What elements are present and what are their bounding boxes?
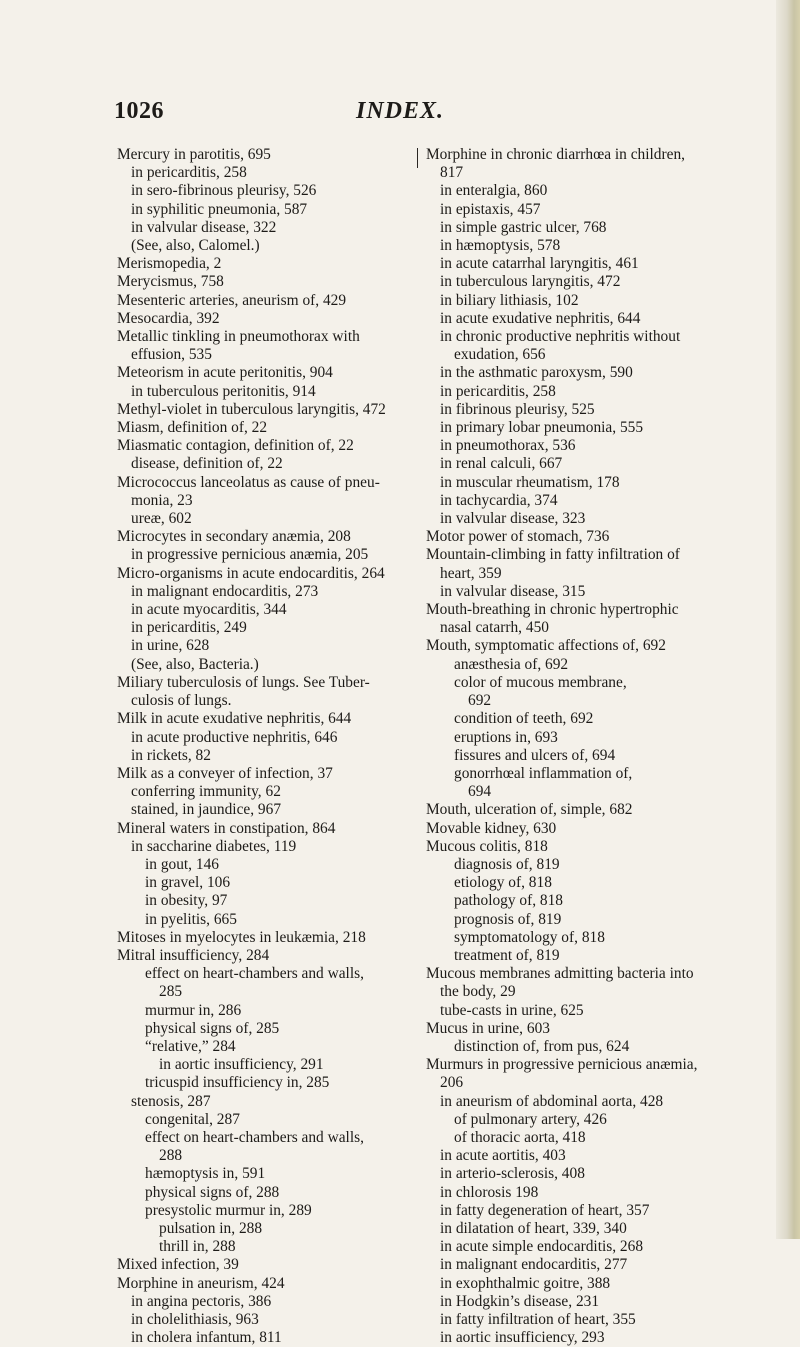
index-entry: in pericarditis, 258 [440,382,556,400]
index-entry: effect on heart-chambers and walls, [145,965,364,983]
index-entry: in angina pectoris, 386 [131,1292,272,1310]
index-entry: pulsation in, 288 [159,1219,263,1237]
index-entry: Meteorism in acute peritonitis, 904 [117,364,333,382]
index-entry: culosis of lungs. [131,692,232,710]
index-entry: in acute exudative nephritis, 644 [440,309,641,327]
index-entry: effect on heart-chambers and walls, [145,1128,364,1146]
column-rule [417,148,418,168]
index-entry: symptomatology of, 818 [454,928,605,946]
index-entry: stained, in jaundice, 967 [131,801,282,819]
index-entry: in urine, 628 [131,637,210,655]
index-entry: stenosis, 287 [131,1092,211,1110]
index-entry: in Hodgkin’s disease, 231 [440,1292,600,1310]
index-entry: Metallic tinkling in pneumothorax with [117,328,360,346]
index-entry: Mineral waters in constipation, 864 [117,819,336,837]
index-entry: Mouth, ulceration of, simple, 682 [426,801,633,819]
index-entry: in acute productive nephritis, 646 [131,728,338,746]
index-entry: in gravel, 106 [145,874,231,892]
index-entry: congenital, 287 [145,1110,240,1128]
index-entry: in hæmoptysis, 578 [440,237,561,255]
index-entry: physical signs of, 288 [145,1183,280,1201]
index-entry: in pericarditis, 258 [131,164,247,182]
index-entry: in cholera infantum, 811 [131,1329,282,1347]
index-entry: in fatty degeneration of heart, 357 [440,1201,650,1219]
index-entry: in acute catarrhal laryngitis, 461 [440,255,639,273]
index-entry: in fatty infiltration of heart, 355 [440,1311,636,1328]
index-entry: in renal calculi, 667 [440,455,563,473]
index-entry: Mucous colitis, 818 [426,837,548,855]
index-entry: Milk as a conveyer of infection, 37 [117,764,333,782]
index-entry: Mucus in urine, 603 [426,1019,550,1037]
index-entry: in aortic insufficiency, 291 [159,1056,324,1074]
index-entry: 694 [468,783,492,801]
index-entry: in exophthalmic goitre, 388 [440,1274,611,1292]
index-entry: exudation, 656 [454,346,546,364]
index-entry: in epistaxis, 457 [440,200,541,218]
index-entry: monia, 23 [131,491,193,509]
index-entry: tricuspid insufficiency in, 285 [145,1074,330,1092]
index-entry: Motor power of stomach, 736 [426,528,610,546]
index-entry: in tuberculous laryngitis, 472 [440,273,621,291]
index-entry: Mesenteric arteries, aneurism of, 429 [117,291,347,309]
index-entry: in aneurism of abdominal aorta, 428 [440,1092,664,1110]
index-entry: Mixed infection, 39 [117,1256,239,1274]
right-index-column [426,146,726,1347]
index-entry: Murmurs in progressive pernicious anæmia, [426,1056,698,1074]
index-entry: Mitoses in myelocytes in leukæmia, 218 [117,928,366,946]
index-entry: in tachycardia, 374 [440,491,558,509]
index-entry: Merismopedia, 2 [117,255,222,273]
index-entry: Miliary tuberculosis of lungs. See Tuber- [117,673,370,691]
index-entry: in pericarditis, 249 [131,619,247,637]
index-entry: 692 [468,692,492,710]
index-entry: etiology of, 818 [454,874,552,892]
index-entry: Mesocardia, 392 [117,309,220,327]
index-entry: physical signs of, 285 [145,1019,280,1037]
index-entry: in valvular disease, 322 [131,218,277,236]
index-entry: effusion, 535 [131,346,212,364]
index-entry: Morphine in chronic diarrhœa in children, [426,146,685,163]
index-entry: Microcytes in secondary anæmia, 208 [117,528,351,546]
index-entry: in aortic insufficiency, 293 [440,1329,605,1347]
index-entry: fissures and ulcers of, 694 [454,746,616,764]
index-entry: conferring immunity, 62 [131,783,281,801]
index-entry: Miasm, definition of, 22 [117,419,268,437]
index-entry: Mouth, symptomatic affections of, 692 [426,637,666,655]
page-header [0,98,800,128]
index-entry: Morphine in aneurism, 424 [117,1274,285,1292]
index-entry: thrill in, 288 [159,1238,236,1256]
index-entry: distinction of, from pus, 624 [454,1037,630,1055]
index-entry: in tuberculous peritonitis, 914 [131,382,316,400]
index-entry: pathology of, 818 [454,892,564,910]
index-entry: hæmoptysis in, 591 [145,1165,266,1183]
index-entry: disease, definition of, 22 [131,455,283,473]
left-index-column [117,146,417,1347]
index-entry: in sero-fibrinous pleurisy, 526 [131,182,317,200]
index-entry: of pulmonary artery, 426 [454,1110,607,1128]
page-number: 1026 [114,98,164,124]
index-entry: in simple gastric ulcer, 768 [440,218,607,236]
index-entry: (See, also, Bacteria.) [131,655,259,673]
index-entry: gonorrhœal inflammation of, [454,764,633,782]
page-edge [776,0,800,1239]
index-entry: in gout, 146 [145,855,219,873]
index-entry: in obesity, 97 [145,892,228,910]
index-entry: Mucous membranes admitting bacteria into [426,965,694,983]
index-entry: the body, 29 [440,983,516,1001]
index-entry: in acute simple endocarditis, 268 [440,1238,644,1256]
index-entry: Methyl-violet in tuberculous laryngitis, 472 [117,400,386,418]
index-entry: Mitral insufficiency, 284 [117,946,270,964]
index-entry: in rickets, 82 [131,746,211,764]
index-entry: condition of teeth, 692 [454,710,594,728]
index-entry: in saccharine diabetes, 119 [131,837,297,855]
index-entry: in chronic productive nephritis without [440,328,681,346]
index-entry: in progressive pernicious anæmia, 205 [131,546,369,564]
index-entry: ureæ, 602 [131,510,192,528]
index-entry: Milk in acute exudative nephritis, 644 [117,710,352,728]
index-entry: Merycismus, 758 [117,273,224,291]
index-entry: presystolic murmur in, 289 [145,1201,312,1219]
index-entry: 285 [159,983,183,1001]
index-entry: tube-casts in urine, 625 [440,1001,584,1019]
index-entry: in malignant endocarditis, 277 [440,1256,628,1274]
index-entry: 206 [440,1074,464,1092]
index-entry: Micrococcus lanceolatus as cause of pneu- [117,473,380,491]
index-entry: nasal catarrh, 450 [440,619,549,637]
index-entry: Miasmatic contagion, definition of, 22 [117,437,354,455]
index-entry: in malignant endocarditis, 273 [131,582,319,600]
index-entry: in cholelithiasis, 963 [131,1311,259,1328]
index-entry: of thoracic aorta, 418 [454,1128,586,1146]
index-entry: eruptions in, 693 [454,728,558,746]
index-entry: Mercury in parotitis, 695 [117,146,271,163]
index-entry: (See, also, Calomel.) [131,237,260,255]
index-entry: prognosis of, 819 [454,910,562,928]
index-entry: in valvular disease, 323 [440,510,586,528]
index-entry: in pneumothorax, 536 [440,437,576,455]
index-entry: in the asthmatic paroxysm, 590 [440,364,633,382]
index-entry: anæsthesia of, 692 [454,655,569,673]
index-entry: in acute aortitis, 403 [440,1147,566,1165]
index-entry: “relative,” 284 [145,1037,236,1055]
index-entry: in muscular rheumatism, 178 [440,473,620,491]
index-entry: diagnosis of, 819 [454,855,560,873]
index-entry: 817 [440,164,464,182]
index-entry: in arterio-sclerosis, 408 [440,1165,585,1183]
index-entry: in primary lobar pneumonia, 555 [440,419,644,437]
index-entry: in acute myocarditis, 344 [131,601,287,619]
index-entry: Movable kidney, 630 [426,819,557,837]
index-entry: murmur in, 286 [145,1001,242,1019]
index-entry: heart, 359 [440,564,502,582]
index-entry: 288 [159,1147,183,1165]
index-entry: color of mucous membrane, [454,673,627,691]
index-entry: in pyelitis, 665 [145,910,237,928]
running-head: INDEX. [355,98,445,124]
index-entry: Micro-organisms in acute endocarditis, 264 [117,564,385,582]
index-entry: treatment of, 819 [454,946,560,964]
index-entry: in chlorosis 198 [440,1183,539,1201]
index-entry: in syphilitic pneumonia, 587 [131,200,308,218]
index-entry: Mouth-breathing in chronic hypertrophic [426,601,679,619]
index-entry: in enteralgia, 860 [440,182,548,200]
index-entry: in valvular disease, 315 [440,582,586,600]
index-entry: Mountain-climbing in fatty infiltration of [426,546,680,564]
index-entry: in biliary lithiasis, 102 [440,291,579,309]
index-entry: in dilatation of heart, 339, 340 [440,1219,627,1237]
index-entry: in fibrinous pleurisy, 525 [440,400,595,418]
